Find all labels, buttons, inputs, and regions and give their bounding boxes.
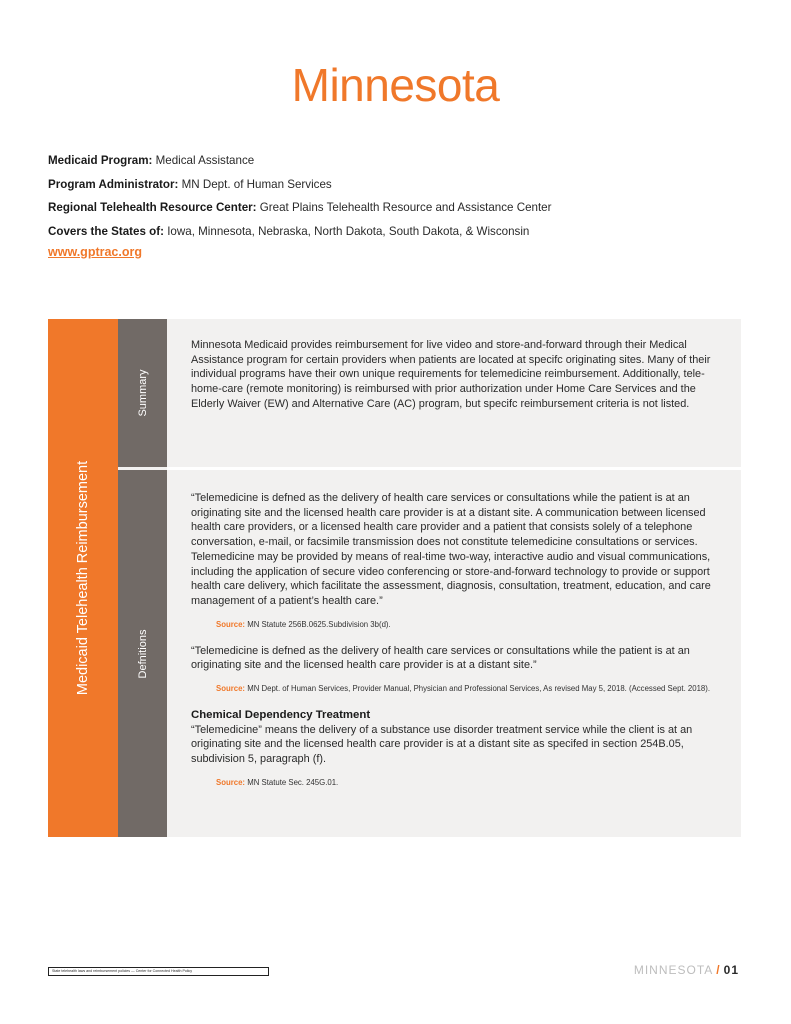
source-label-2: Source:: [216, 684, 246, 694]
medicaid-program-line: [48, 153, 552, 177]
gptrac-link[interactable]: www.gptrac.org: [48, 245, 142, 259]
summary-label: Summary: [136, 369, 149, 417]
footer-note-box: State telehealth laws and reimbursement policies — Center for Connected Health Policy: [48, 967, 269, 976]
source-text-2: MN Dept. of Human Services, Provider Manual, Physician and Professional Services, As revised May 5, 2018. (Accessed Sept. 2018).: [247, 684, 711, 694]
reimbursement-panel: [48, 319, 741, 837]
source-label-3: Source:: [216, 777, 246, 787]
chemical-dependency-heading: Chemical Dependency Treatment: [191, 709, 371, 722]
program-admin-line: [48, 177, 552, 201]
side-label-bar: [48, 319, 118, 837]
program-info: [48, 153, 552, 259]
source-text-3: MN Statute Sec. 245G.01.: [247, 777, 339, 787]
definitions-label: Defnitions: [136, 629, 149, 678]
page-number: 01: [723, 963, 739, 977]
definition-paragraph-2: “Telemedicine is defned as the delivery of health care services or consultations while the patient is at an originating site and the licensed health care provider is at a distant site.”: [191, 644, 690, 672]
program-admin-value: MN Dept. of Human Services: [181, 177, 332, 191]
medicaid-program-label: Medicaid Program:: [48, 154, 153, 167]
side-label: Medicaid Telehealth Reimbursement: [75, 460, 91, 696]
definition-paragraph-1: “Telemedicine is defned as the delivery of health care services or consultations while the patient is at an originating site and the licensed health care provider is at a distant site. A communication between licensed health care providers, or a licensed health care provider and a patient that consists solely of a telephone conversation, e-mail, or facsimile transmission does not constitute telemedicine consultations or services. Telemedicine may be provided by means of real-time two-way, interactive audio and visual communications, including the application of secure video conferencing or store-and-forward technology to provide or support health care delivery, which facilitate the assessment, diagnosis, consultation, treatment, education, and care management of a patient’s health care.”: [191, 492, 711, 607]
summary-section-tab: [118, 319, 167, 467]
resource-center-line: [48, 200, 552, 224]
source-citation-1: [216, 620, 721, 630]
resource-center-value: Great Plains Telehealth Resource and Assistance Center: [259, 201, 552, 214]
source-text-1: MN Statute 256B.0625.Subdivision 3b(d).: [247, 619, 391, 629]
definitions-content: [191, 491, 721, 802]
footer-state-name: MINNESOTA: [633, 963, 714, 977]
page-title: Minnesota: [291, 59, 500, 111]
resource-center-label: Regional Telehealth Resource Center:: [48, 201, 257, 214]
page-footer: [634, 963, 739, 977]
source-label-1: Source:: [216, 619, 246, 629]
section-divider: [167, 467, 741, 470]
source-citation-3: [216, 778, 721, 788]
covers-states-line: [48, 224, 552, 248]
covers-states-label: Covers the States of:: [48, 224, 164, 238]
definitions-section-tab: [118, 470, 167, 837]
covers-states-value: Iowa, Minnesota, Nebraska, North Dakota, South Dakota, & Wisconsin: [167, 224, 530, 238]
footer-separator: /: [716, 963, 721, 977]
medicaid-program-value: Medical Assistance: [155, 154, 255, 167]
summary-text: Minnesota Medicaid provides reimbursement for live video and store-and-forward through their Medical Assistance program for certain providers when patients are located at specifc originating sites. Many of their individual programs have their own unique requirements for telemedicine reimbursement. Additionally, tele-home-care (remote monitoring) is reimbursed with prior authorization under Home Care Services and the Elderly Waiver (EW) and Alternative Care (AC) program, but specifc reimbursement criteria is not listed.: [191, 339, 711, 410]
definition-paragraph-3: “Telemedicine” means the delivery of a substance use disorder treatment service while the client is at an originating site and the licensed health care provider is at a distant site as specifed in section 254B.05, subdivision 5, paragraph (f).: [191, 723, 693, 766]
source-citation-2: [216, 684, 721, 694]
program-admin-label: Program Administrator:: [48, 177, 179, 191]
